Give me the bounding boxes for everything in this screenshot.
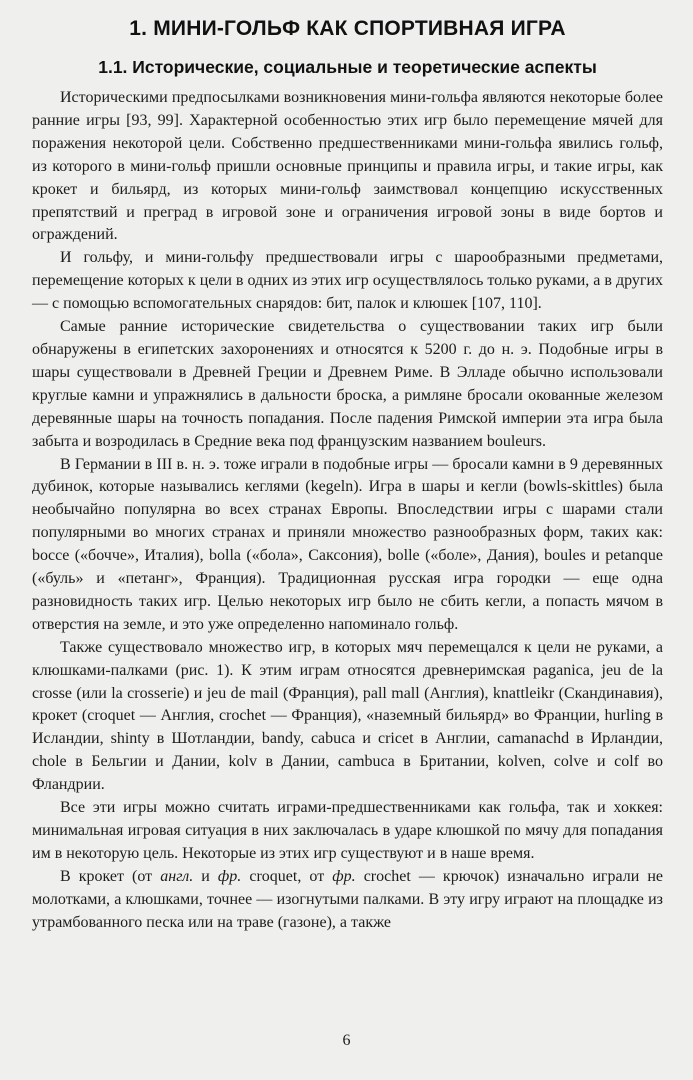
paragraph-6: Все эти игры можно считать играми-предшественниками как гольфа, так и хоккея: минимальная игровая ситуация в них заключалась в ударе клюшкой по мячу для попадания им в некоторую цель. Некоторые из этих игр существуют и в наше время. xyxy=(32,799,663,862)
paragraph-5: Также существовало множество игр, в которых мяч перемещался к цели не руками, а клюшками-палками (рис. 1). К этим играм относятся древнеримская paganica, jeu de la crosse (или la crosserie) и jeu de mail (Франция), pall mall (Англия), knattleikr (Скандинавия), крокет (croquet — Англия, crochet — Франция), «наземный бильярд» во Франции, hurling в Исландии, shinty в Шотландии, bandy, cabuca и cricet в Англии, camanachd в Ирландии, chole в Бельгии и Дании, kolv в Дании, cambuca в Британии, kolven, colve и colf во Фландрии. xyxy=(32,638,663,794)
paragraph-4: В Германии в III в. н. э. тоже играли в подобные игры — бросали камни в 9 деревянных дубинок, которые назывались кеглями (kegeln). Игра в шары и кегли (bowls-skittles) была необычайно популярна во всех странах Европы. Впоследствии игры с шарами стали популярными во многих странах и приняли множество разнообразных форм, таких как: bocce («бочче», Италия), bolla («бола», Саксония), bolle («боле», Дания), boules и petanque («буль» и «петанг», Франция). Традиционная русская игра городки — еще одна разновидность таких игр. Целью некоторых игр было не сбить кегли, а попасть мячом в отверстия на земле, и это уже определенно напоминало гольф. xyxy=(32,455,663,633)
abbreviation-english: англ. xyxy=(160,867,194,885)
section-title: 1.1. Исторические, социальные и теоретические аспекты xyxy=(98,57,597,77)
body-text xyxy=(32,87,663,935)
abbreviation-french: фр. xyxy=(217,867,242,885)
paragraph-7 xyxy=(32,866,663,935)
abbreviation-french: фр. xyxy=(332,867,356,885)
paragraph-3: Самые ранние исторические свидетельства о существовании таких игр были обнаружены в египетских захоронениях и относятся к 5200 г. до н. э. Подобные игры в шары существовали в Древней Греции и Древнем Риме. В Элладе обычно использовали круглые камни и упражнялись в дальности броска, а римляне бросали окованные железом деревянные шары на точность попадания. После падения Римской империи эта игра была забыта и возродилась в Средние века под французским названием bouleurs. xyxy=(32,318,663,450)
chapter-title: 1. МИНИ-ГОЛЬФ КАК СПОРТИВНАЯ ИГРА xyxy=(129,17,566,40)
text-run: и xyxy=(193,867,218,885)
text-run: croquet, от xyxy=(241,867,333,885)
page-number: 6 xyxy=(342,1032,351,1049)
paragraph-1: Историческими предпосылками возникновения мини-гольфа являются некоторые более ранние игры [93, 99]. Характерной особенностью этих игр было перемещение мячей для поражения некоторой цели. Собственно предшественниками мини-гольфа явились гольф, из которого в мини-гольф пришли основные принципы и правила игры, и такие игры, как крокет и бильярд, из которых мини-гольф заимствовал концепцию искусственных препятствий и преград в игровой зоне и ограничения игровой зоны в виде бортов и ограждений. xyxy=(32,89,663,244)
text-run: В крокет (от xyxy=(60,867,161,885)
paragraph-2: И гольфу, и мини-гольфу предшествовали игры с шарообразными предметами, перемещение которых к цели в одних из этих игр осуществлялось только руками, а в других — с помощью вспомогательных снарядов: бит, палок и клюшек [107, 110]. xyxy=(32,249,663,313)
text-run: crochet — крючок) изначально играли не молотками, а клюшками, точнее — изогнутыми палками. В эту игру играют на площадке из утрамбованного песка или на траве (газоне), а также xyxy=(32,867,664,931)
